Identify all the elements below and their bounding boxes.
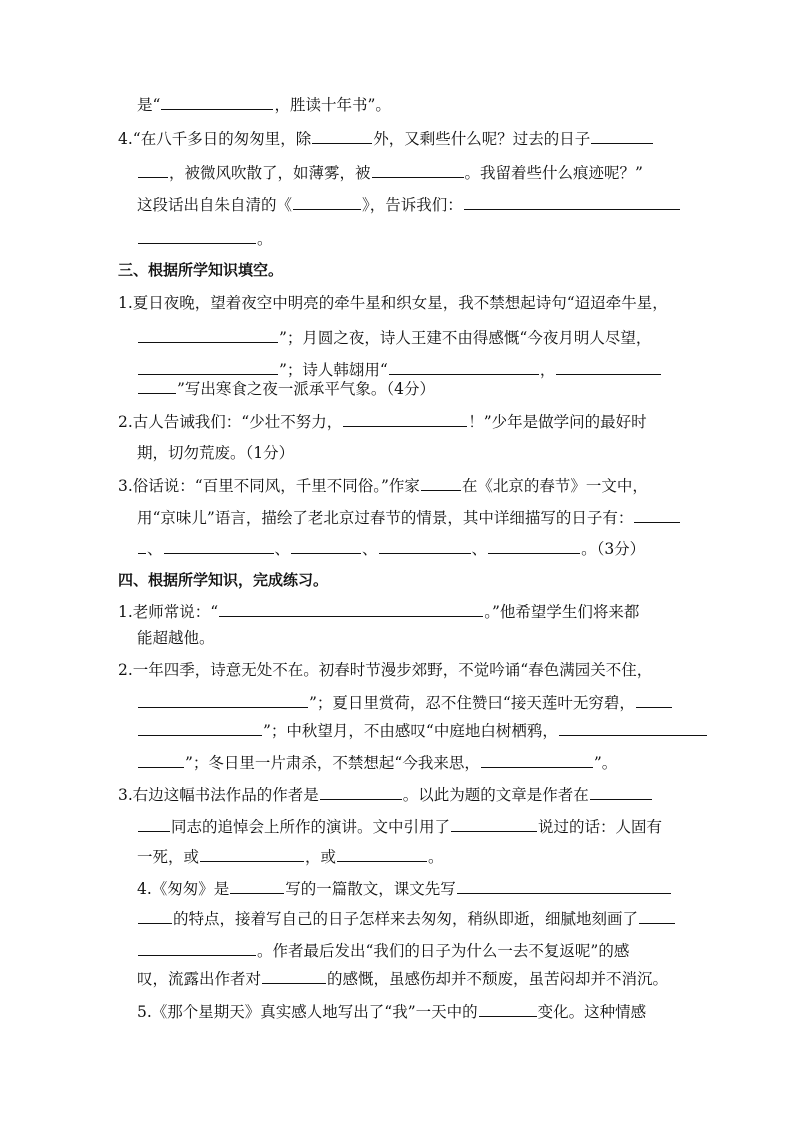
text: 变化。这种情感 [537, 1003, 647, 1021]
text: 同志的追悼会上所作的演讲。文中引用了 [171, 818, 451, 836]
line-q4-2 [137, 162, 643, 183]
blank[interactable] [556, 359, 661, 375]
text: 、 [362, 540, 378, 558]
blank[interactable] [488, 538, 580, 554]
text: 4.“在八千多日的匆匆里，除 [118, 130, 312, 148]
text: ”。 [593, 754, 618, 772]
text: 。（3分） [581, 540, 646, 558]
blank[interactable] [138, 940, 256, 956]
text: ”；夏日里赏荷，忍不住赞曰“接天莲叶无穷碧， [309, 694, 635, 712]
text: 、 [471, 540, 488, 558]
blank[interactable] [591, 128, 653, 144]
line-s4-q4-3 [137, 940, 629, 961]
blank[interactable] [138, 228, 256, 244]
blank[interactable] [451, 816, 537, 832]
text: 的特点，接着写自己的日子怎样来去匆匆，稍纵即逝，细腻地刻画了 [173, 910, 639, 928]
text: 写的一篇散文，课文先写 [285, 880, 456, 898]
blank[interactable] [138, 162, 168, 178]
line-s4-q4 [137, 878, 672, 899]
blank[interactable] [138, 816, 170, 832]
text: ”；月圆之夜，诗人王建不由得感慨“今夜月明人尽望， [279, 329, 652, 347]
section-4-heading: 四、根据所学知识，完成练习。 [118, 571, 329, 589]
text: 在《北京的春节》一文中， [461, 477, 648, 495]
blank[interactable] [138, 720, 262, 736]
text: 。”他希望学生们将来都 [484, 603, 640, 621]
blank[interactable] [138, 359, 278, 375]
text: 叹，流露出作者对 [137, 970, 262, 988]
line-s3-q3-3 [137, 538, 645, 559]
text: ”；冬日里一片肃杀，不禁想起“今我来思， [185, 754, 480, 772]
blank[interactable] [138, 692, 308, 708]
line-s4-q2-4 [137, 752, 617, 773]
blank[interactable] [291, 538, 361, 554]
line-s3-q2-2: 期，切勿荒废。（1分） [137, 444, 295, 462]
text: 3.右边这幅书法作品的作者是 [118, 786, 319, 804]
text: ”写出寒食之夜一派承平气象。（4分） [177, 380, 436, 398]
line-s4-q2-3 [137, 720, 708, 741]
blank[interactable] [389, 359, 539, 375]
text: ”；中秋望月，不由感叹“中庭地白树栖鸦， [263, 722, 558, 740]
blank[interactable] [639, 908, 675, 924]
blank[interactable] [421, 475, 461, 491]
line-s3-q3 [118, 475, 648, 496]
text: 用“京味儿”语言，描绘了老北京过春节的情景，其中详细描写的日子有： [137, 509, 634, 527]
text: 4.《匆匆》是 [137, 880, 230, 898]
line-q4-4 [137, 228, 273, 249]
blank[interactable] [262, 968, 326, 984]
blank[interactable] [559, 720, 707, 736]
text: ，或 [305, 848, 337, 866]
blank[interactable] [161, 94, 273, 110]
text: 外，又剩些什么呢？过去的日子 [373, 130, 591, 148]
section-3-heading: 三、根据所学知识填空。 [118, 261, 284, 279]
line-q3-continued [137, 94, 391, 115]
blank[interactable] [634, 507, 680, 523]
line-s4-q3-2 [137, 816, 662, 837]
line-s4-q1-2: 能超越他。 [137, 629, 215, 647]
text: 。以此为题的文章是作者在 [402, 786, 589, 804]
blank[interactable] [138, 752, 184, 768]
line-s3-q1-4 [137, 378, 435, 399]
line-s3-q3-2 [137, 507, 681, 528]
line-s3-q1-3 [137, 359, 662, 380]
text: 说过的话：人固有 [538, 818, 663, 836]
blank[interactable] [320, 784, 402, 800]
blank[interactable] [337, 846, 427, 862]
blank[interactable] [372, 162, 464, 178]
line-s3-q1: 1.夏日夜晚，望着夜空中明亮的牵牛星和织女星，我不禁想起诗句“迢迢牵牛星， [118, 294, 668, 312]
blank[interactable] [293, 194, 361, 210]
text: 5.《那个星期天》真实感人地写出了“我”一天中的 [137, 1003, 478, 1021]
blank[interactable] [479, 1001, 537, 1017]
blank[interactable] [138, 378, 176, 394]
line-s4-q4-4 [137, 968, 668, 989]
text: 。 [428, 848, 444, 866]
text: ，被微风吹散了，如薄雾，被 [169, 164, 371, 182]
line-s4-q3 [118, 784, 653, 805]
text: 。作者最后发出“我们的日子为什么一去不复返呢”的感 [257, 942, 630, 960]
line-s3-q1-2 [137, 327, 651, 348]
line-q4 [118, 128, 654, 149]
line-q4-3 [137, 194, 681, 215]
text: ”；诗人韩翃用“ [279, 361, 388, 379]
line-s4-q2: 2.一年四季，诗意无处不在。初春时节漫步郊野，不觉吟诵“春色满园关不住， [118, 661, 653, 679]
blank[interactable] [138, 908, 172, 924]
text: 》，告诉我们： [362, 196, 463, 214]
blank[interactable] [164, 538, 274, 554]
blank[interactable] [138, 327, 278, 343]
line-s3-q2 [118, 411, 647, 432]
blank[interactable] [636, 692, 672, 708]
line-s4-q1 [118, 601, 639, 622]
text: 、 [274, 540, 291, 558]
line-s4-q2-2 [137, 692, 673, 713]
text: 1.老师常说：“ [118, 603, 219, 621]
blank[interactable] [590, 784, 652, 800]
line-s4-q5 [137, 1001, 646, 1022]
text: ！”少年是做学问的最好时 [468, 413, 647, 431]
line-s4-q3-3 [137, 846, 444, 867]
blank[interactable] [481, 752, 593, 768]
blank[interactable] [138, 538, 146, 554]
blank[interactable] [457, 878, 671, 894]
blank[interactable] [379, 538, 471, 554]
text: 。 [257, 230, 273, 248]
blank[interactable] [312, 128, 372, 144]
text: 2.古人告诫我们：“少壮不努力， [118, 413, 343, 431]
text: 这段话出自朱自清的《 [137, 196, 293, 214]
text: 3.俗话说：“百里不同风，千里不同俗。”作家 [118, 477, 420, 495]
text: 的感慨，虽感伤却并不颓废，虽苦闷却并不消沉。 [327, 970, 669, 988]
text: 是“ [137, 96, 161, 114]
blank[interactable] [200, 846, 304, 862]
text: 。我留着些什么痕迹呢？” [464, 164, 643, 182]
text: 、 [147, 540, 163, 558]
text: ，胜读十年书”。 [274, 96, 391, 114]
text: ， [539, 361, 556, 379]
blank[interactable] [464, 194, 680, 210]
text: 一死，或 [137, 848, 200, 866]
blank[interactable] [230, 878, 284, 894]
blank[interactable] [343, 411, 467, 427]
line-s4-q4-2 [137, 908, 676, 929]
blank[interactable] [219, 601, 483, 617]
